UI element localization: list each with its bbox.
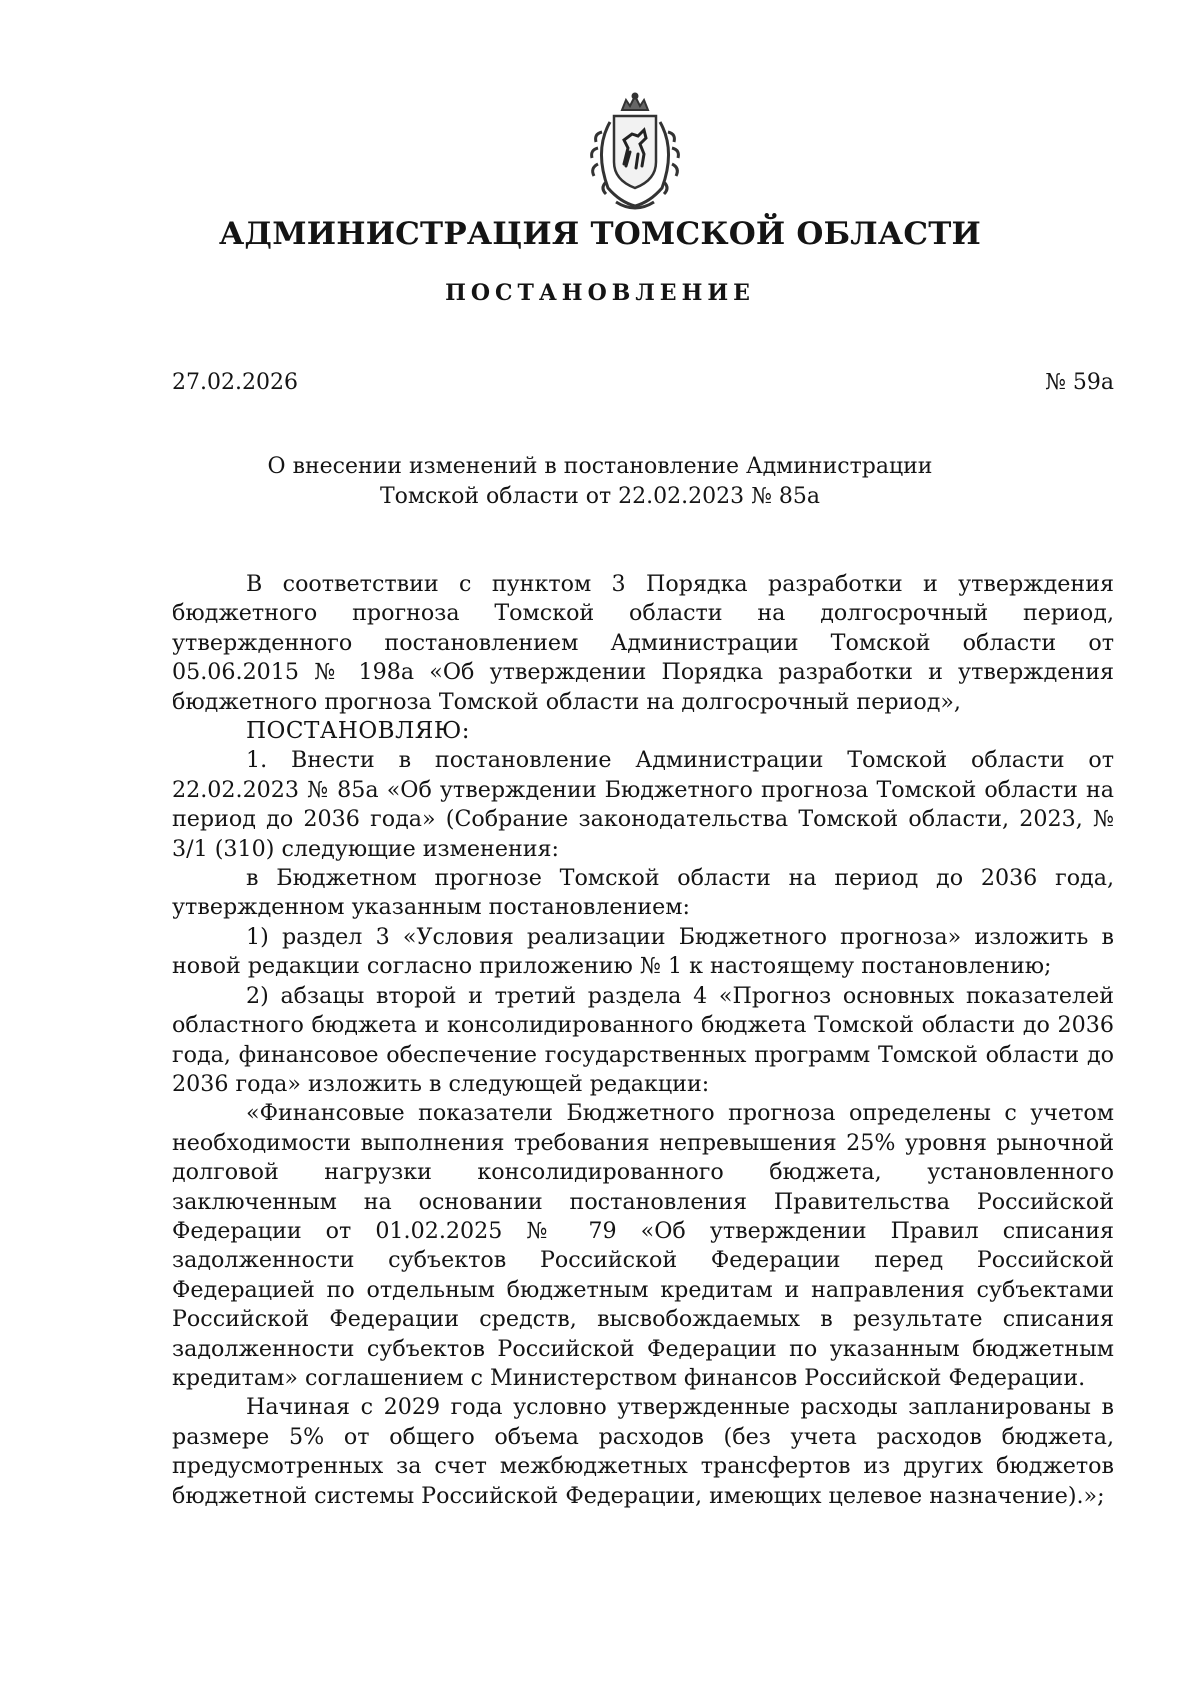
item-1-paragraph: 1. Внести в постановление Администрации Томской области от 22.02.2023 № 85а «Об утверждении Бюджетного прогноза Томской области на период до 2036 года» (Собрание законодательства Томской области, 2023, № 3/1 (310) следующие изменения: [172, 747, 1114, 862]
subject-line-1: О внесении изменений в постановление Администрации [267, 454, 933, 479]
conditional-expenses-paragraph: Начиная с 2029 года условно утвержденные расходы запланированы в размере 5% от общего объема расходов (без учета расходов бюджета, предусмотренных за счет межбюджетных трансфертов из других бюджетов бюджетной системы Российской Федерации, имеющих целевое назначение).»; [172, 1394, 1114, 1509]
financial-indicators-paragraph: «Финансовые показатели Бюджетного прогноза определены с учетом необходимости выполнения требования непревышения 25% уровня рыночной долговой нагрузки консолидированного бюджета, установленного заключенным на основании постановления Правительства Российской Федерации от 01.02.2025 № 79 «Об утверждении Правил списания задолженности субъектов Российской Федерации перед Российской Федерацией по отдельным бюджетным кредитам и направления субъектами Российской Федерации средств, высвобождаемых в результате списания задолженности субъектов Российской Федерации по указанным бюджетным кредитам» соглашением с Министерством финансов Российской Федерации. [172, 1100, 1114, 1391]
subitem-1-paragraph: 1) раздел 3 «Условия реализации Бюджетного прогноза» изложить в новой редакции согласно приложению № 1 к настоящему постановлению; [172, 923, 1114, 980]
document-subject [0, 452, 1200, 512]
preamble-paragraph: В соответствии с пунктом 3 Порядка разработки и утверждения бюджетного прогноза Томской области на долгосрочный период, утвержденного постановлением Администрации Томской области от 05.06.2015 № 198а «Об утверждении Порядка разработки и утверждения бюджетного прогноза Томской области на долгосрочный период», [172, 571, 1114, 715]
document-type-heading: ПОСТАНОВЛЕНИЕ [445, 280, 755, 306]
document-date: 27.02.2026 [172, 370, 298, 395]
subject-line-2: Томской области от 22.02.2023 № 85а [379, 484, 821, 509]
subitem-2-paragraph: 2) абзацы второй и третий раздела 4 «Прогноз основных показателей областного бюджета и консолидированного бюджета Томской области до 2036 года, финансовое обеспечение государственных программ Томской области до 2036 года» изложить в следующей редакции: [172, 982, 1114, 1097]
document-number: № 59а [1045, 370, 1114, 395]
decree-word: ПОСТАНОВЛЯЮ: [246, 718, 471, 745]
document-body [172, 570, 1114, 1511]
forecast-paragraph: в Бюджетном прогнозе Томской области на период до 2036 года, утвержденном указанным постановлением: [172, 865, 1114, 921]
tomsk-region-coat-of-arms-icon [580, 92, 690, 214]
organization-title: АДМИНИСТРАЦИЯ ТОМСКОЙ ОБЛАСТИ [218, 216, 981, 252]
